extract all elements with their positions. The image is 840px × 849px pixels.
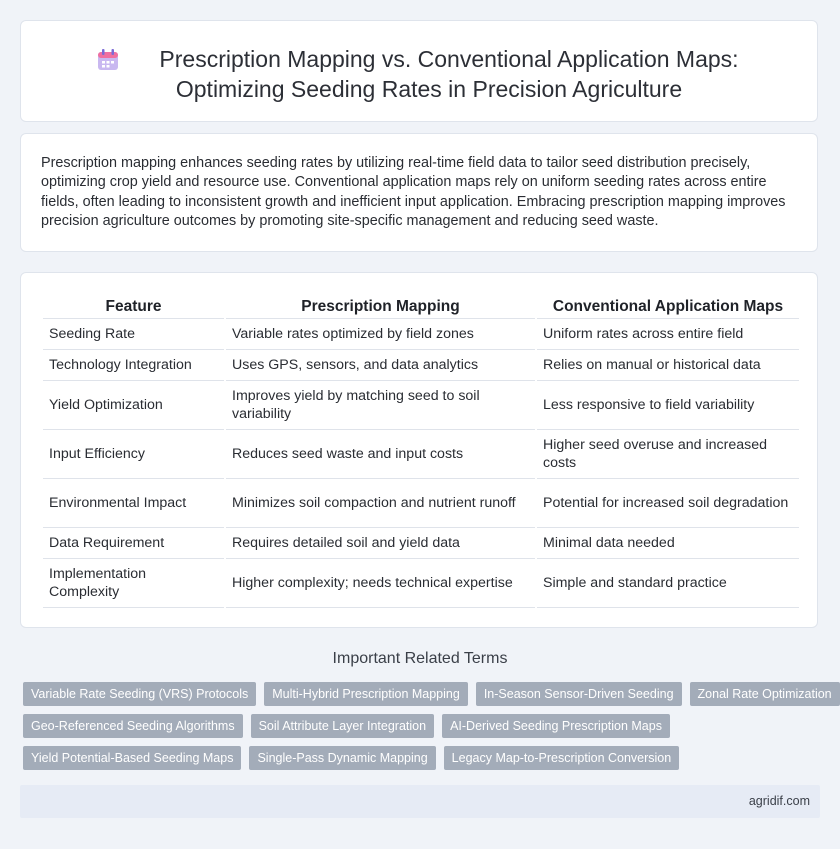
- table-row: [43, 528, 799, 559]
- table-cell: Variable rates optimized by field zones: [225, 319, 536, 350]
- site-link[interactable]: agridif.com: [748, 794, 810, 808]
- table-cell: Higher complexity; needs technical expertise: [225, 559, 536, 608]
- related-terms-list: [23, 682, 832, 778]
- footer: [20, 785, 820, 818]
- table-row: [43, 559, 799, 608]
- table-cell: Requires detailed soil and yield data: [225, 528, 536, 559]
- table-cell: Less responsive to field variability: [536, 381, 799, 430]
- table-row: [43, 430, 799, 479]
- title-line-1: Prescription Mapping vs. Conventional Application Maps:: [159, 46, 739, 72]
- table-cell: Uses GPS, sensors, and data analytics: [225, 350, 536, 381]
- related-term-tag[interactable]: Multi-Hybrid Prescription Mapping: [264, 682, 468, 706]
- table-cell: Technology Integration: [43, 350, 225, 381]
- table-header-row: [43, 296, 799, 319]
- table-cell: Input Efficiency: [43, 430, 225, 479]
- intro-paragraph: Prescription mapping enhances seeding rates by utilizing real-time field data to tailor seed distribution precisely, optimizing crop yield and resource use. Conventional application maps rely on uniform seeding rates across entire fields, often leading to inconsistent growth and inefficient input application. Embracing prescription mapping improves precision agriculture outcomes by promoting site-specific management and reducing seed waste.: [41, 155, 786, 229]
- table-cell: Reduces seed waste and input costs: [225, 430, 536, 479]
- table-cell: Relies on manual or historical data: [536, 350, 799, 381]
- intro-card: [20, 133, 818, 252]
- table-row: [43, 381, 799, 430]
- table-cell: Minimal data needed: [536, 528, 799, 559]
- related-term-tag[interactable]: Zonal Rate Optimization: [690, 682, 840, 706]
- table-cell: Simple and standard practice: [536, 559, 799, 608]
- tag-row: [23, 746, 813, 770]
- table-cell: Improves yield by matching seed to soil variability: [225, 381, 536, 430]
- related-term-tag[interactable]: In-Season Sensor-Driven Seeding: [476, 682, 682, 706]
- column-header: Feature: [105, 298, 162, 315]
- related-term-tag[interactable]: Geo-Referenced Seeding Algorithms: [23, 714, 243, 738]
- table-cell: Higher seed overuse and increased costs: [536, 430, 799, 479]
- table-cell: Potential for increased soil degradation: [536, 479, 799, 528]
- page-title: [81, 44, 777, 104]
- table-row: [43, 350, 799, 381]
- table-cell: Data Requirement: [43, 528, 225, 559]
- table-cell: Yield Optimization: [43, 381, 225, 430]
- related-term-tag[interactable]: Single-Pass Dynamic Mapping: [249, 746, 435, 770]
- related-term-tag[interactable]: Legacy Map-to-Prescription Conversion: [444, 746, 680, 770]
- related-term-tag[interactable]: Soil Attribute Layer Integration: [251, 714, 434, 738]
- table-cell: Implementation Complexity: [43, 559, 225, 608]
- table-cell: Uniform rates across entire field: [536, 319, 799, 350]
- related-term-tag[interactable]: Variable Rate Seeding (VRS) Protocols: [23, 682, 256, 706]
- related-term-tag[interactable]: Yield Potential-Based Seeding Maps: [23, 746, 241, 770]
- related-term-tag[interactable]: AI-Derived Seeding Prescription Maps: [442, 714, 670, 738]
- comparison-card: [20, 272, 818, 628]
- table-row: [43, 319, 799, 350]
- tag-row: [23, 682, 832, 706]
- table-cell: Minimizes soil compaction and nutrient runoff: [225, 479, 536, 528]
- title-card: [20, 20, 818, 122]
- related-terms-heading: Important Related Terms: [332, 650, 508, 667]
- column-header: Prescription Mapping: [225, 296, 536, 319]
- table-cell: Seeding Rate: [43, 319, 225, 350]
- comparison-table: [43, 296, 799, 608]
- tag-row: [23, 714, 813, 738]
- table-cell: Environmental Impact: [43, 479, 225, 528]
- column-header: Conventional Application Maps: [536, 296, 799, 319]
- table-row: [43, 479, 799, 528]
- title-line-2: Optimizing Seeding Rates in Precision Agriculture: [175, 76, 683, 102]
